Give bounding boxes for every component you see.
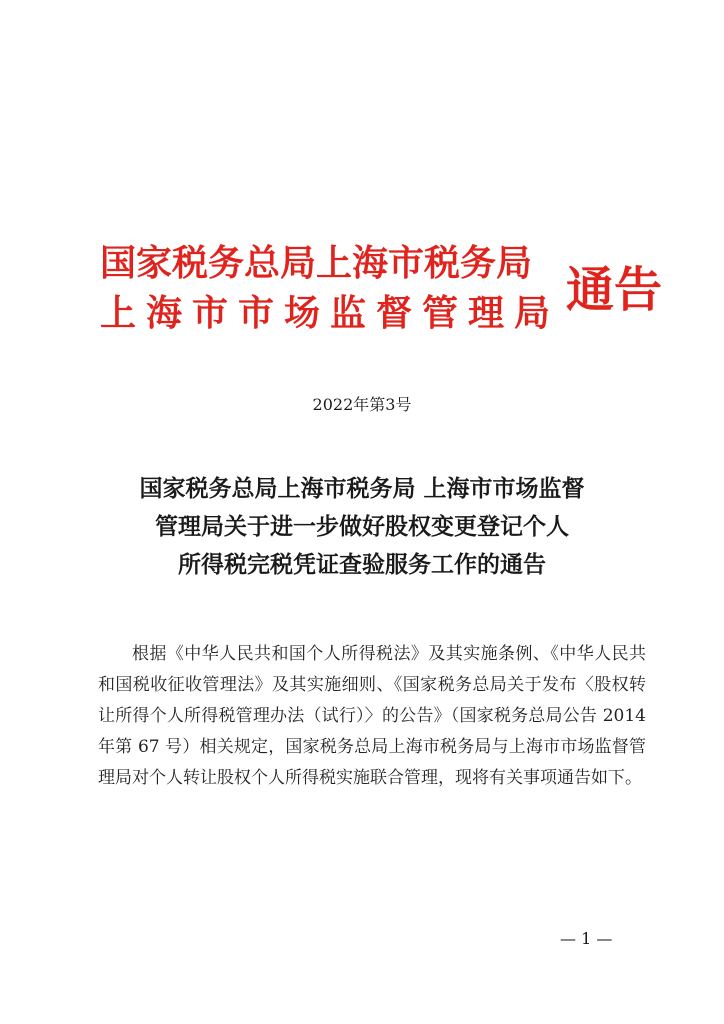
- title-line: 所得税完税凭证查验服务工作的通告: [178, 552, 546, 578]
- page-number: — 1 —: [560, 929, 613, 948]
- document-number: 2022年第3号: [312, 395, 412, 414]
- issuer-line-market-regulation: 上海市市场监督管理局: [100, 292, 561, 334]
- body-paragraph: 根据《中华人民共和国个人所得税法》及其实施条例、《中华人民共和国税收征收管理法》及其实施细则、《国家税务总局关于发布〈股权转让所得个人所得税管理办法（试行）〉的公告》（国家税务总局公告 2014 年第 67 号）相关规定，国家税务总局上海市税务局与上海市市场监督管理局对个人转让股权个人所得税实施联合管理，现将有关事项通告如下。: [98, 644, 646, 788]
- issuer-line-tax-bureau: 国家税务总局上海市税务局: [100, 242, 533, 284]
- document-type: 通告: [566, 262, 663, 318]
- document-title: [80, 470, 644, 584]
- title-line: 国家税务总局上海市税务局 上海市市场监督: [139, 476, 585, 502]
- issuing-authorities: [100, 238, 561, 338]
- document-header: [100, 238, 663, 348]
- title-line: 管理局关于进一步做好股权变更登记个人: [155, 514, 569, 540]
